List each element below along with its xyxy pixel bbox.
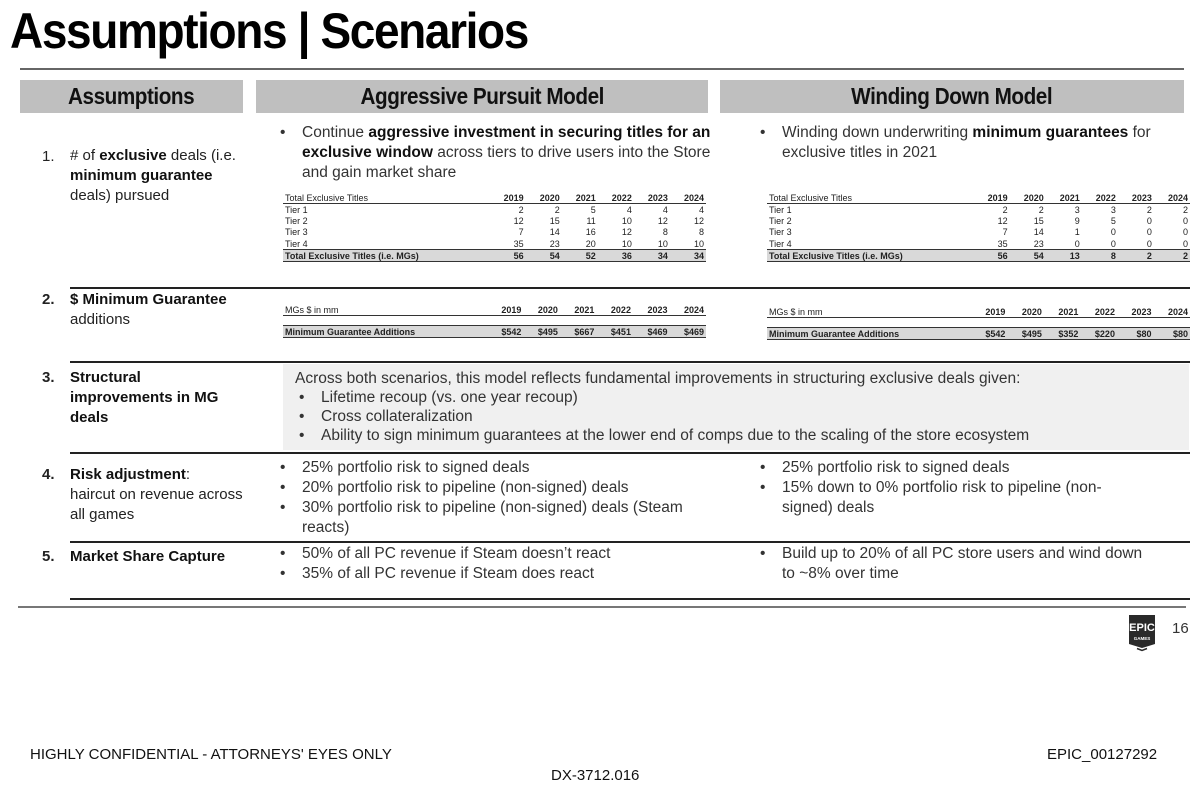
header-aggressive-model — [256, 80, 708, 113]
row-1-label-part: # of — [70, 147, 100, 164]
table-cell: 0 — [1182, 215, 1188, 226]
table-cell: 15 — [1033, 215, 1044, 226]
table-year-header: 2022 — [1080, 306, 1117, 318]
table-year-header: 2022 — [1082, 192, 1118, 204]
table-cell: 9 — [1074, 215, 1080, 226]
table-year-header: 2022 — [596, 304, 633, 316]
table-year-header: 2019 — [971, 306, 1008, 318]
table-cell: 2 — [554, 204, 560, 215]
table-year-header: 2020 — [1007, 306, 1044, 318]
row-4-label: Risk adjustment: haircut on revenue across all games — [70, 466, 243, 523]
table-year-header: 2023 — [1118, 192, 1154, 204]
table-total-cell: $495 — [523, 326, 560, 338]
title-divider — [20, 68, 1184, 70]
table-cell: 2 — [518, 204, 524, 215]
structural-intro: Across both scenarios, this model reflects fundamental improvements in structuring exclusive deals given: — [295, 370, 1021, 387]
table-total-cell: $542 — [487, 326, 524, 338]
logo-text-epic: EPIC — [1129, 622, 1155, 634]
table-row-label: Tier 2 — [285, 215, 308, 226]
winding-intro — [756, 123, 1176, 163]
aggressive-market-item: • 35% of all PC revenue if Steam does react — [276, 564, 726, 584]
table-cell: 14 — [549, 227, 560, 238]
table-total-row — [283, 326, 706, 338]
table-header-label: MGs $ in mm — [767, 306, 971, 318]
row-1-label-part: deals) pursued — [70, 187, 170, 204]
header-winding-label: Winding Down Model — [851, 83, 1053, 109]
table-year-header: 2024 — [1154, 192, 1190, 204]
table-row — [283, 238, 706, 250]
table-header-row — [767, 192, 1190, 204]
table-total-label: Minimum Guarantee Additions — [767, 328, 971, 340]
header-assumptions-label: Assumptions — [68, 83, 195, 109]
table-cell: 12 — [657, 215, 668, 226]
structural-content — [295, 369, 1029, 445]
table-total-row — [767, 250, 1190, 262]
table-row-label: Tier 3 — [769, 227, 792, 238]
row-1-label-part: minimum guarantee — [70, 167, 213, 184]
table-row — [767, 204, 1190, 216]
table-total-row — [283, 250, 706, 262]
table-cell: 12 — [693, 215, 704, 226]
table-total-cell: $80 — [1117, 328, 1154, 340]
table-cell: 10 — [621, 238, 632, 249]
table-total-cell: 8 — [1082, 250, 1118, 262]
table-cell: 8 — [698, 227, 704, 238]
row-2-label-rest: additions — [70, 311, 131, 328]
table-header-label: Total Exclusive Titles — [283, 192, 490, 204]
aggressive-risk-item: • 25% portfolio risk to signed deals — [276, 458, 726, 478]
table-cell: 4 — [698, 204, 704, 215]
row-3-number: 3. — [42, 369, 55, 386]
aggressive-market-list — [276, 544, 726, 584]
page-number: 16 — [1172, 620, 1189, 637]
structural-item: • Cross collateralization — [295, 407, 1029, 426]
table-cell: 10 — [657, 238, 668, 249]
table-cell: 12 — [621, 227, 632, 238]
row-5-number: 5. — [42, 548, 55, 565]
table-year-header: 2019 — [490, 192, 526, 204]
table-total-cell: 2 — [1154, 250, 1190, 262]
row-divider-end — [70, 598, 1190, 600]
table-year-header: 2023 — [633, 304, 670, 316]
table-row-label: Tier 4 — [285, 238, 308, 249]
table-header-label: MGs $ in mm — [283, 304, 487, 316]
table-cell: 5 — [590, 204, 596, 215]
table-row — [767, 238, 1190, 250]
table-cell: 4 — [626, 204, 632, 215]
row-1-number: 1. — [42, 148, 55, 165]
table-total-cell: $495 — [1007, 328, 1044, 340]
table-row — [767, 215, 1190, 227]
row-1-label — [70, 146, 240, 206]
logo-text-games: GAMES — [1133, 636, 1151, 641]
table-cell: 12 — [997, 215, 1008, 226]
table-total-cell: 56 — [490, 250, 526, 262]
table-cell: 1 — [1074, 227, 1080, 238]
table-total-cell: 36 — [598, 250, 634, 262]
table-total-label: Minimum Guarantee Additions — [283, 326, 487, 338]
row-2-label — [70, 290, 270, 330]
table-year-header: 2021 — [560, 304, 597, 316]
header-aggressive-label: Aggressive Pursuit Model — [360, 83, 604, 109]
winding-risk-item: • 15% down to 0% portfolio risk to pipeline (non-signed) deals — [756, 478, 1136, 518]
winding-market-list — [756, 544, 1156, 584]
table-cell: 2 — [1146, 204, 1152, 215]
table-year-header: 2021 — [1046, 192, 1082, 204]
table-row-label: Tier 3 — [285, 227, 308, 238]
table-cell: 20 — [585, 238, 596, 249]
table-total-cell: 56 — [974, 250, 1010, 262]
table-total-cell: 54 — [1010, 250, 1046, 262]
row-3-label: Structural improvements in MG deals — [70, 369, 219, 426]
table-total-cell: $80 — [1153, 328, 1190, 340]
table-cell: 4 — [662, 204, 668, 215]
table-total-cell: 54 — [526, 250, 562, 262]
table-spacer-cell — [767, 318, 1190, 328]
table-row-label: Tier 1 — [285, 204, 308, 215]
table-total-cell: 52 — [562, 250, 598, 262]
row-1-label-part: exclusive — [99, 147, 167, 164]
table-cell: 2 — [1038, 204, 1044, 215]
table-year-header: 2022 — [598, 192, 634, 204]
bottom-divider — [18, 606, 1186, 608]
row-divider-4 — [70, 452, 1190, 454]
table-cell: 0 — [1146, 227, 1152, 238]
table-total-cell: $469 — [669, 326, 706, 338]
table-total-cell: $220 — [1080, 328, 1117, 340]
table-cell: 2 — [1002, 204, 1008, 215]
row-1-label-part: deals (i.e. — [166, 147, 236, 164]
confidentiality-notice: HIGHLY CONFIDENTIAL - ATTORNEYS' EYES ONLY — [30, 746, 392, 763]
row-4-number: 4. — [42, 466, 55, 483]
winding-titles-table — [767, 192, 1190, 262]
table-year-header: 2020 — [1010, 192, 1046, 204]
table-year-header: 2024 — [670, 192, 706, 204]
table-header-row — [283, 192, 706, 204]
table-total-cell: $542 — [971, 328, 1008, 340]
table-spacer-row — [283, 316, 706, 326]
table-total-cell: 2 — [1118, 250, 1154, 262]
table-row-label: Tier 4 — [769, 238, 792, 249]
table-cell: 15 — [549, 215, 560, 226]
table-row — [283, 227, 706, 239]
aggressive-market-item: • 50% of all PC revenue if Steam doesn’t react — [276, 544, 726, 564]
table-cell: 16 — [585, 227, 596, 238]
table-cell: 23 — [1033, 238, 1044, 249]
header-assumptions — [20, 80, 243, 113]
winding-risk-item: • 25% portfolio risk to signed deals — [756, 458, 1136, 478]
table-cell: 35 — [997, 238, 1008, 249]
table-year-header: 2020 — [523, 304, 560, 316]
table-year-header: 2020 — [526, 192, 562, 204]
table-year-header: 2019 — [487, 304, 524, 316]
table-row — [283, 215, 706, 227]
winding-intro-item: • Winding down underwriting minimum guarantees for exclusive titles in 2021 — [756, 123, 1176, 163]
table-total-label: Total Exclusive Titles (i.e. MGs) — [283, 250, 490, 262]
table-cell: 2 — [1182, 204, 1188, 215]
epic-games-logo-icon — [1127, 615, 1157, 653]
table-cell: 7 — [518, 227, 524, 238]
header-winding-model — [720, 80, 1184, 113]
aggressive-risk-list — [276, 458, 726, 538]
page-title: Assumptions | Scenarios — [10, 3, 528, 59]
table-row — [767, 227, 1190, 239]
table-cell: 8 — [662, 227, 668, 238]
table-cell: 10 — [693, 238, 704, 249]
table-cell: 14 — [1033, 227, 1044, 238]
table-cell: 23 — [549, 238, 560, 249]
row-divider-5 — [70, 541, 1190, 543]
aggressive-mg-table — [283, 304, 706, 338]
table-cell: 0 — [1182, 227, 1188, 238]
table-row-label: Tier 1 — [769, 204, 792, 215]
aggressive-intro-item: • Continue aggressive investment in securing titles for an exclusive window across tiers to drive users into the Store and gain market share — [276, 123, 716, 183]
structural-item: • Lifetime recoup (vs. one year recoup) — [295, 388, 1029, 407]
table-total-cell: $451 — [596, 326, 633, 338]
row-divider-2 — [70, 287, 1190, 289]
aggressive-titles-table — [283, 192, 706, 262]
table-cell: 11 — [586, 215, 596, 226]
structural-item: • Ability to sign minimum guarantees at the lower end of comps due to the scaling of the store ecosystem — [295, 426, 1029, 445]
table-cell: 0 — [1182, 238, 1188, 249]
table-total-cell: $469 — [633, 326, 670, 338]
table-year-header: 2021 — [562, 192, 598, 204]
aggressive-intro — [276, 123, 716, 183]
table-cell: 0 — [1074, 238, 1080, 249]
table-cell: 35 — [513, 238, 524, 249]
table-spacer-cell — [283, 316, 706, 326]
table-cell: 0 — [1146, 238, 1152, 249]
table-cell: 3 — [1074, 204, 1080, 215]
table-total-label: Total Exclusive Titles (i.e. MGs) — [767, 250, 974, 262]
table-header-row — [283, 304, 706, 316]
table-cell: 0 — [1110, 227, 1116, 238]
table-cell: 0 — [1146, 215, 1152, 226]
row-2-label-bold: $ Minimum Guarantee — [70, 291, 227, 308]
table-cell: 3 — [1110, 204, 1116, 215]
table-total-cell: $667 — [560, 326, 597, 338]
table-cell: 5 — [1110, 215, 1116, 226]
winding-risk-list — [756, 458, 1136, 518]
winding-market-item: • Build up to 20% of all PC store users and wind down to ~8% over time — [756, 544, 1156, 584]
exhibit-number: DX-3712.016 — [551, 767, 640, 784]
table-spacer-row — [767, 318, 1190, 328]
table-year-header: 2024 — [1153, 306, 1190, 318]
table-total-cell: 13 — [1046, 250, 1082, 262]
aggressive-risk-item: • 20% portfolio risk to pipeline (non-signed) deals — [276, 478, 726, 498]
aggressive-risk-item: • 30% portfolio risk to pipeline (non-signed) deals (Steam reacts) — [276, 498, 726, 538]
winding-mg-table — [767, 306, 1190, 340]
row-divider-3 — [70, 361, 1190, 363]
table-header-row — [767, 306, 1190, 318]
table-cell: 0 — [1110, 238, 1116, 249]
table-year-header: 2019 — [974, 192, 1010, 204]
table-row — [283, 204, 706, 216]
table-total-row — [767, 328, 1190, 340]
table-cell: 12 — [513, 215, 524, 226]
table-total-cell: 34 — [670, 250, 706, 262]
row-2-number: 2. — [42, 291, 55, 308]
table-total-cell: $352 — [1044, 328, 1081, 340]
table-year-header: 2024 — [669, 304, 706, 316]
table-total-cell: 34 — [634, 250, 670, 262]
table-header-label: Total Exclusive Titles — [767, 192, 974, 204]
table-row-label: Tier 2 — [769, 215, 792, 226]
bates-number: EPIC_00127292 — [1047, 746, 1158, 763]
table-cell: 10 — [621, 215, 632, 226]
row-5-label: Market Share Capture — [70, 548, 226, 565]
table-year-header: 2023 — [1117, 306, 1154, 318]
table-year-header: 2021 — [1044, 306, 1081, 318]
structural-list — [295, 388, 1029, 445]
table-cell: 7 — [1002, 227, 1008, 238]
table-year-header: 2023 — [634, 192, 670, 204]
